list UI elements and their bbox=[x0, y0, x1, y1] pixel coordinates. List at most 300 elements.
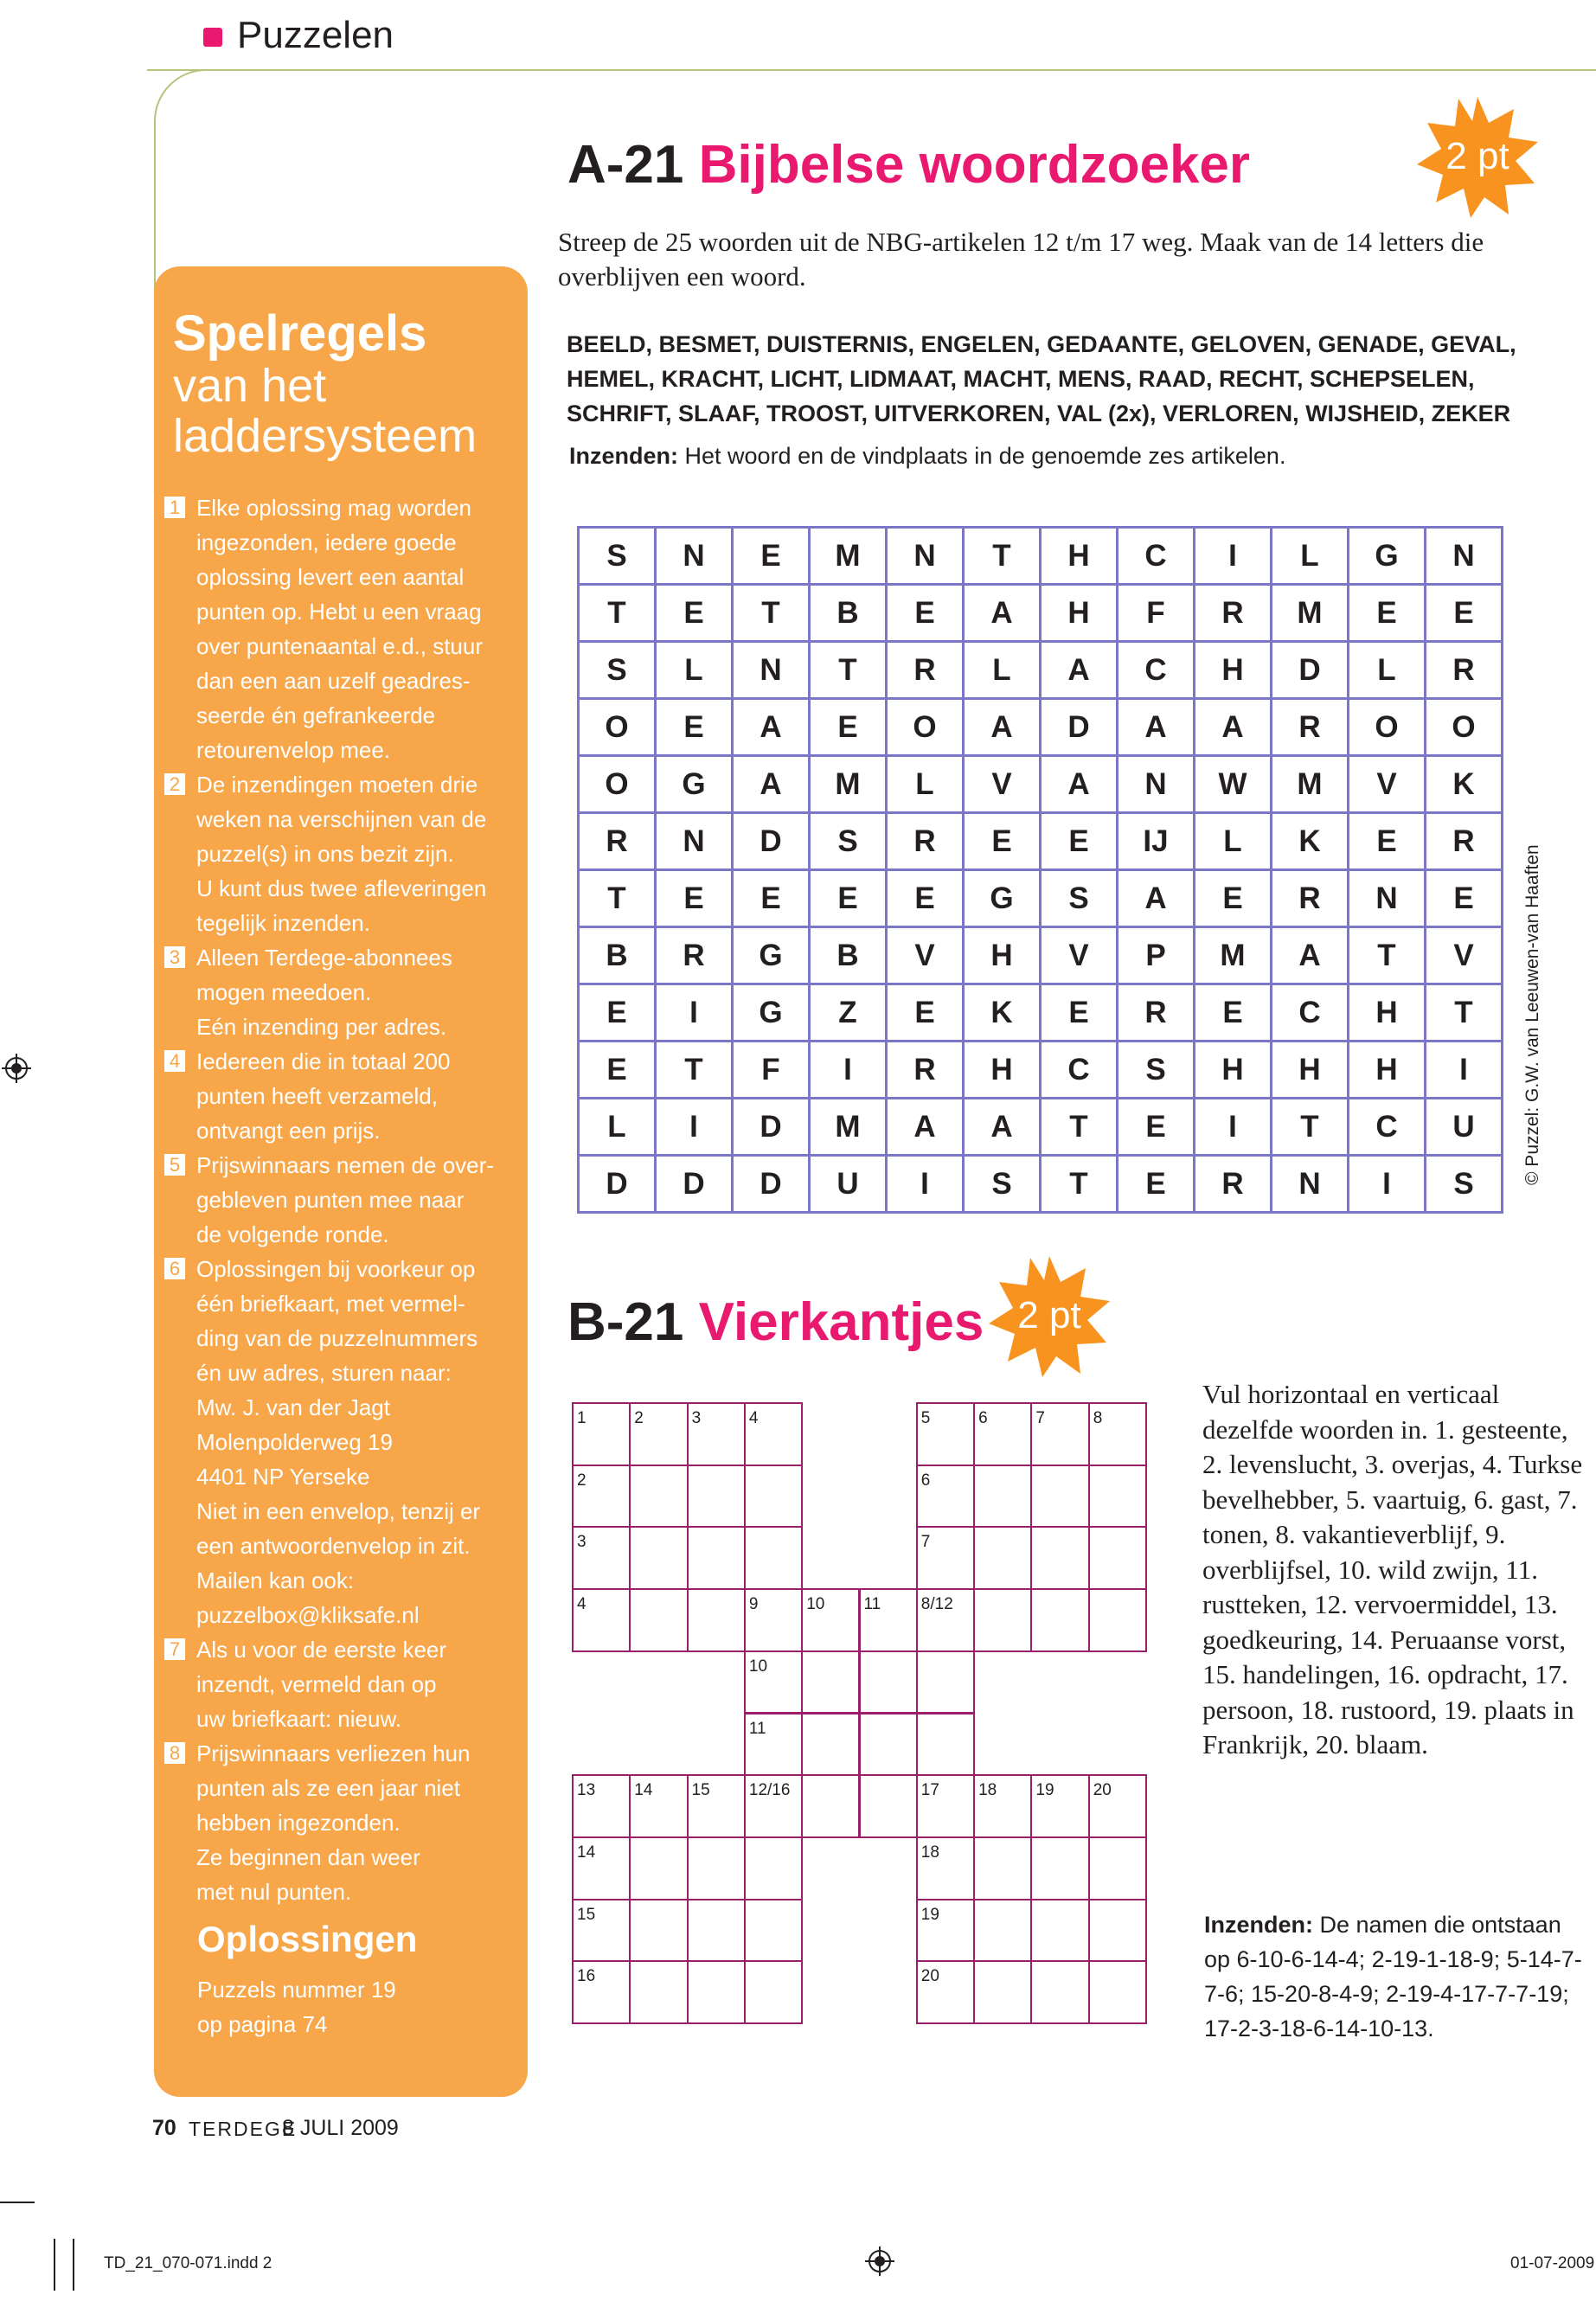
square-cell[interactable] bbox=[916, 1402, 975, 1466]
grid-letter: I bbox=[1195, 1099, 1272, 1156]
grid-letter: E bbox=[656, 870, 733, 927]
cell-number: 4 bbox=[748, 1409, 759, 1427]
grid-letter: I bbox=[810, 1042, 887, 1099]
grid-letter: R bbox=[579, 813, 656, 870]
grid-row bbox=[579, 870, 1503, 927]
puzzle-b-submit bbox=[1204, 1907, 1585, 2046]
cell-number: 17 bbox=[920, 1781, 939, 1800]
grid-letter: R bbox=[1272, 699, 1349, 756]
cell-number: 7 bbox=[920, 1533, 931, 1552]
square-cell[interactable] bbox=[1088, 1526, 1147, 1590]
grid-letter: E bbox=[810, 699, 887, 756]
square-cell[interactable] bbox=[859, 1588, 918, 1652]
cell-number: 14 bbox=[577, 1843, 596, 1862]
square-cell[interactable] bbox=[1088, 1402, 1147, 1466]
grid-letter: E bbox=[1426, 870, 1503, 927]
grid-letter: N bbox=[1426, 528, 1503, 585]
grid-letter: P bbox=[1118, 927, 1195, 984]
grid-letter: O bbox=[579, 699, 656, 756]
grid-letter: E bbox=[1349, 585, 1426, 642]
square-cell[interactable] bbox=[572, 1402, 631, 1466]
grid-letter: Z bbox=[810, 984, 887, 1042]
square-cell[interactable] bbox=[572, 1465, 631, 1529]
grid-letter: E bbox=[656, 699, 733, 756]
cell-number: 19 bbox=[920, 1905, 939, 1924]
cell-number: 11 bbox=[748, 1719, 766, 1738]
grid-letter: T bbox=[656, 1042, 733, 1099]
grid-letter: A bbox=[964, 699, 1041, 756]
square-cell[interactable] bbox=[687, 1774, 746, 1838]
rule-item bbox=[164, 490, 519, 767]
grid-letter: N bbox=[1349, 870, 1426, 927]
rule-item bbox=[164, 1632, 519, 1736]
points-badge-a bbox=[1417, 97, 1538, 218]
square-cell[interactable] bbox=[801, 1650, 860, 1715]
square-cell[interactable] bbox=[629, 1402, 688, 1466]
cell-number: 18 bbox=[978, 1781, 997, 1800]
solutions-title: Oplossingen bbox=[197, 1919, 418, 1959]
grid-row bbox=[579, 813, 1503, 870]
square-cell[interactable] bbox=[916, 1774, 975, 1838]
puzzle-credit: © Puzzel: G.W. van Leeuwen-van Haaften bbox=[1522, 844, 1542, 1185]
section-marker bbox=[203, 28, 222, 47]
page-number: 70 bbox=[152, 2116, 176, 2140]
grid-letter: A bbox=[1041, 756, 1118, 813]
grid-letter: T bbox=[579, 870, 656, 927]
grid-letter: V bbox=[1349, 756, 1426, 813]
square-cell[interactable] bbox=[1030, 1402, 1089, 1466]
square-cell[interactable] bbox=[916, 1465, 975, 1529]
grid-letter: O bbox=[887, 699, 964, 756]
square-cell[interactable] bbox=[687, 1526, 746, 1590]
grid-letter: O bbox=[1349, 699, 1426, 756]
rule-text: De inzendingen moeten drie weken na verschijnen van de puzzel(s) in ons bezit zijn. U kunt dus twee afleveringen tegelijk inzenden. bbox=[196, 772, 487, 936]
rule-number: 4 bbox=[164, 1050, 185, 1072]
grid-letter: S bbox=[1426, 1156, 1503, 1213]
square-cell[interactable] bbox=[629, 1836, 688, 1900]
square-cell[interactable] bbox=[1030, 1588, 1089, 1652]
cell-number: 18 bbox=[920, 1843, 939, 1862]
cell-number: 8/12 bbox=[920, 1595, 953, 1614]
magazine-name: TERDEGE bbox=[189, 2118, 298, 2140]
square-cell[interactable] bbox=[629, 1588, 688, 1652]
cell-number: 1 bbox=[577, 1409, 586, 1427]
grid-letter: N bbox=[1118, 756, 1195, 813]
grid-letter: S bbox=[1041, 870, 1118, 927]
crop-mark bbox=[54, 2239, 55, 2291]
grid-letter: V bbox=[1041, 927, 1118, 984]
square-cell[interactable] bbox=[744, 1713, 803, 1777]
points-b: 2 pt bbox=[1017, 1294, 1081, 1336]
grid-row bbox=[579, 642, 1503, 699]
grid-letter: D bbox=[1041, 699, 1118, 756]
top-rule bbox=[147, 69, 1596, 71]
square-cell[interactable] bbox=[687, 1836, 746, 1900]
grid-letter: R bbox=[887, 1042, 964, 1099]
puzzle-b-submit-text: De namen die ontstaan op 6-10-6-14-4; 2-19-1-18-9; 5-14-7-7-6; 15-20-8-4-9; 2-19-4-17-7-7-19; 17-2-3-18-6-14-10-13. bbox=[1204, 1912, 1582, 2041]
grid-letter: N bbox=[656, 813, 733, 870]
grid-row bbox=[579, 984, 1503, 1042]
grid-letter: E bbox=[887, 585, 964, 642]
square-cell[interactable] bbox=[1088, 1465, 1147, 1529]
puzzle-a-submit-label: Inzenden: bbox=[569, 443, 678, 469]
square-cell[interactable] bbox=[687, 1588, 746, 1652]
sidebar-subtitle-2: laddersysteem bbox=[173, 410, 478, 462]
grid-letter: IJ bbox=[1118, 813, 1195, 870]
grid-letter: S bbox=[810, 813, 887, 870]
grid-letter: S bbox=[579, 528, 656, 585]
square-cell[interactable] bbox=[916, 1650, 975, 1715]
grid-letter: A bbox=[733, 699, 810, 756]
cell-number: 5 bbox=[920, 1409, 931, 1427]
square-cell[interactable] bbox=[744, 1588, 803, 1652]
grid-letter: R bbox=[1272, 870, 1349, 927]
cell-number: 12/16 bbox=[748, 1781, 791, 1800]
grid-letter: E bbox=[887, 984, 964, 1042]
grid-letter: H bbox=[1272, 1042, 1349, 1099]
slug-print-date: 01-07-2009 bbox=[1510, 2254, 1595, 2272]
rule-item bbox=[164, 767, 519, 940]
grid-letter: G bbox=[964, 870, 1041, 927]
rule-number: 7 bbox=[164, 1638, 185, 1660]
cell-number: 13 bbox=[577, 1781, 596, 1800]
puzzle-a-submit-text: Het woord en de vindplaats in de genoemde zes artikelen. bbox=[684, 443, 1286, 469]
square-cell[interactable] bbox=[916, 1836, 975, 1900]
square-cell[interactable] bbox=[1030, 1836, 1089, 1900]
puzzle-b-name: Vierkantjes bbox=[698, 1292, 984, 1352]
rule-text: Iedereen die in totaal 200 punten heeft verzameld, ontvangt een prijs. bbox=[196, 1048, 451, 1144]
grid-letter: T bbox=[1041, 1099, 1118, 1156]
rule-item bbox=[164, 1148, 519, 1252]
square-cell[interactable] bbox=[572, 1899, 631, 1963]
rule-text: Alleen Terdege-abonnees mogen meedoen. Eén inzending per adres. bbox=[196, 945, 452, 1040]
solutions-text: Puzzels nummer 19 op pagina 74 bbox=[197, 1977, 396, 2037]
grid-letter: E bbox=[1349, 813, 1426, 870]
cell-number: 2 bbox=[577, 1471, 586, 1490]
grid-letter: O bbox=[1426, 699, 1503, 756]
square-cell[interactable] bbox=[629, 1465, 688, 1529]
grid-letter: M bbox=[810, 528, 887, 585]
rule-item bbox=[164, 1736, 519, 1909]
grid-letter: N bbox=[1272, 1156, 1349, 1213]
grid-letter: C bbox=[1272, 984, 1349, 1042]
square-cell[interactable] bbox=[744, 1650, 803, 1715]
grid-letter: H bbox=[1349, 984, 1426, 1042]
grid-letter: E bbox=[733, 870, 810, 927]
grid-letter: G bbox=[656, 756, 733, 813]
puzzle-a-intro: Streep de 25 woorden uit de NBG-artikelen 12 t/m 17 weg. Maak van de 14 letters die overblijven een woord. bbox=[558, 227, 1484, 292]
grid-letter: E bbox=[1118, 1156, 1195, 1213]
square-cell[interactable] bbox=[1088, 1960, 1147, 2024]
cell-number: 3 bbox=[577, 1533, 586, 1552]
rule-number: 5 bbox=[164, 1154, 185, 1176]
grid-letter: T bbox=[1349, 927, 1426, 984]
square-cell[interactable] bbox=[859, 1713, 918, 1777]
grid-letter: N bbox=[733, 642, 810, 699]
grid-letter: T bbox=[579, 585, 656, 642]
square-cell[interactable] bbox=[1030, 1526, 1089, 1590]
square-cell[interactable] bbox=[629, 1960, 688, 2024]
grid-letter: S bbox=[579, 642, 656, 699]
puzzle-a-title bbox=[567, 134, 1250, 195]
square-cell[interactable] bbox=[629, 1899, 688, 1963]
rule-text: Prijswinnaars verliezen hun punten als ze een jaar niet hebben ingezonden. Ze beginnen dan weer met nul punten. bbox=[196, 1740, 471, 1905]
cell-number: 14 bbox=[634, 1781, 653, 1800]
grid-letter: E bbox=[1195, 984, 1272, 1042]
crop-mark bbox=[0, 2202, 35, 2203]
grid-letter: E bbox=[579, 1042, 656, 1099]
square-cell[interactable] bbox=[973, 1960, 1032, 2024]
square-cell[interactable] bbox=[572, 1836, 631, 1900]
square-cell[interactable] bbox=[1088, 1774, 1147, 1838]
grid-letter: H bbox=[1195, 642, 1272, 699]
rule-number: 1 bbox=[164, 497, 185, 518]
square-cell[interactable] bbox=[629, 1526, 688, 1590]
grid-letter: V bbox=[887, 927, 964, 984]
grid-letter: I bbox=[1195, 528, 1272, 585]
slug-filename: TD_21_070-071.indd 2 bbox=[104, 2254, 272, 2272]
grid-letter: F bbox=[1118, 585, 1195, 642]
grid-letter: T bbox=[1272, 1099, 1349, 1156]
grid-letter: I bbox=[1426, 1042, 1503, 1099]
square-cell[interactable] bbox=[801, 1774, 860, 1838]
cell-number: 8 bbox=[1093, 1409, 1103, 1427]
grid-letter: W bbox=[1195, 756, 1272, 813]
square-cell[interactable] bbox=[1030, 1960, 1089, 2024]
grid-letter: L bbox=[964, 642, 1041, 699]
cell-number: 6 bbox=[978, 1409, 988, 1427]
grid-letter: C bbox=[1041, 1042, 1118, 1099]
grid-letter: E bbox=[579, 984, 656, 1042]
grid-letter: U bbox=[1426, 1099, 1503, 1156]
square-cell[interactable] bbox=[1088, 1836, 1147, 1900]
grid-letter: G bbox=[1349, 528, 1426, 585]
cell-number: 10 bbox=[748, 1657, 768, 1676]
square-cell[interactable] bbox=[572, 1526, 631, 1590]
square-cell[interactable] bbox=[916, 1588, 975, 1652]
grid-letter: M bbox=[1195, 927, 1272, 984]
grid-letter: E bbox=[887, 870, 964, 927]
rule-item bbox=[164, 1252, 519, 1632]
cell-number: 19 bbox=[1035, 1781, 1054, 1800]
square-cell[interactable] bbox=[572, 1588, 631, 1652]
cell-number: 9 bbox=[748, 1595, 759, 1614]
grid-letter: M bbox=[1272, 756, 1349, 813]
rule-text: Als u voor de eerste keer inzendt, vermeld dan op uw briefkaart: nieuw. bbox=[196, 1637, 447, 1732]
grid-letter: R bbox=[656, 927, 733, 984]
rule-item bbox=[164, 1044, 519, 1148]
grid-letter: I bbox=[887, 1156, 964, 1213]
square-cell[interactable] bbox=[973, 1526, 1032, 1590]
square-cell[interactable] bbox=[1030, 1899, 1089, 1963]
cell-number: 16 bbox=[577, 1967, 596, 1986]
square-cell[interactable] bbox=[973, 1402, 1032, 1466]
grid-letter: D bbox=[733, 1099, 810, 1156]
grid-letter: N bbox=[887, 528, 964, 585]
grid-letter: A bbox=[964, 585, 1041, 642]
square-cell[interactable] bbox=[572, 1774, 631, 1838]
grid-letter: S bbox=[964, 1156, 1041, 1213]
grid-letter: T bbox=[1041, 1156, 1118, 1213]
square-cell[interactable] bbox=[1088, 1899, 1147, 1963]
grid-row bbox=[579, 699, 1503, 756]
grid-letter: H bbox=[1041, 585, 1118, 642]
grid-letter: L bbox=[887, 756, 964, 813]
square-cell[interactable] bbox=[687, 1402, 746, 1466]
square-cell[interactable] bbox=[744, 1836, 803, 1900]
registration-mark-icon bbox=[2, 1054, 31, 1083]
puzzle-b-clues: Vul horizontaal en verticaal dezelfde woorden in. 1. gesteente, 2. levenslucht, 3. overjas, 4. Turkse bevelhebber, 5. vaartuig, 6. gast, 7. tonen, 8. vakantieverblijf, 9. overblijfsel, 10. wild zwijn, 11. rustteken, 12. vervoermiddel, 13. goedkeuring, 14. Peruaanse vorst, 15. handelingen, 16. opdracht, 17. persoon, 18. rustoord, 19. plaats in Frankrijk, 20. blaam. bbox=[1202, 1379, 1583, 1759]
grid-letter: A bbox=[964, 1099, 1041, 1156]
grid-row bbox=[579, 585, 1503, 642]
grid-letter: I bbox=[656, 1099, 733, 1156]
square-cell[interactable] bbox=[744, 1899, 803, 1963]
grid-row bbox=[579, 1099, 1503, 1156]
square-cell[interactable] bbox=[1030, 1774, 1089, 1838]
grid-letter: V bbox=[964, 756, 1041, 813]
points-badge-b bbox=[989, 1256, 1110, 1377]
grid-letter: L bbox=[1272, 528, 1349, 585]
square-cell[interactable] bbox=[916, 1526, 975, 1590]
square-cell[interactable] bbox=[973, 1774, 1032, 1838]
sidebar-title: Spelregels bbox=[173, 305, 427, 362]
grid-letter: H bbox=[964, 927, 1041, 984]
grid-letter: E bbox=[656, 585, 733, 642]
grid-letter: R bbox=[1426, 813, 1503, 870]
issue-date: 8 JULI 2009 bbox=[282, 2116, 399, 2140]
sidebar-subtitle-1: van het bbox=[173, 360, 327, 412]
grid-letter: R bbox=[887, 813, 964, 870]
rule-number: 3 bbox=[164, 946, 185, 968]
grid-letter: B bbox=[810, 927, 887, 984]
grid-letter: M bbox=[1272, 585, 1349, 642]
square-cell[interactable] bbox=[744, 1960, 803, 2024]
grid-row bbox=[579, 1156, 1503, 1213]
square-cell[interactable] bbox=[916, 1899, 975, 1963]
grid-letter: S bbox=[1118, 1042, 1195, 1099]
section-title: Puzzelen bbox=[237, 14, 394, 56]
grid-letter: T bbox=[733, 585, 810, 642]
grid-row bbox=[579, 927, 1503, 984]
cell-number: 20 bbox=[920, 1967, 939, 1986]
word-search-grid bbox=[577, 526, 1503, 1214]
cell-number: 4 bbox=[577, 1595, 586, 1614]
grid-letter: R bbox=[1195, 585, 1272, 642]
grid-letter: M bbox=[810, 756, 887, 813]
square-cell[interactable] bbox=[687, 1960, 746, 2024]
grid-letter: H bbox=[1349, 1042, 1426, 1099]
square-cell[interactable] bbox=[801, 1588, 860, 1652]
square-cell[interactable] bbox=[973, 1465, 1032, 1529]
square-cell[interactable] bbox=[916, 1713, 975, 1777]
square-cell[interactable] bbox=[687, 1465, 746, 1529]
grid-letter: H bbox=[964, 1042, 1041, 1099]
grid-letter: R bbox=[1118, 984, 1195, 1042]
grid-letter: H bbox=[1041, 528, 1118, 585]
rule-number: 6 bbox=[164, 1258, 185, 1279]
grid-letter: A bbox=[733, 756, 810, 813]
grid-letter: E bbox=[1195, 870, 1272, 927]
grid-letter: A bbox=[1118, 870, 1195, 927]
grid-row bbox=[579, 528, 1503, 585]
puzzle-b-code: B-21 bbox=[567, 1292, 684, 1352]
rule-number: 8 bbox=[164, 1742, 185, 1764]
square-cell[interactable] bbox=[744, 1774, 803, 1838]
square-cell[interactable] bbox=[744, 1465, 803, 1529]
grid-letter: E bbox=[1041, 984, 1118, 1042]
square-cell[interactable] bbox=[916, 1960, 975, 2024]
grid-letter: D bbox=[733, 1156, 810, 1213]
puzzle-a-wordlist: BEELD, BESMET, DUISTERNIS, ENGELEN, GEDAANTE, GELOVEN, GENADE, GEVAL, HEMEL, KRACHT, LICHT, LIDMAAT, MACHT, MENS, RAAD, RECHT, SCHEPSELEN, SCHRIFT, SLAAF, TROOST, UITVERKOREN, VAL (2x), VERLOREN, WIJSHEID, ZEKER bbox=[567, 331, 1516, 426]
rule-text: Elke oplossing mag worden ingezonden, iedere goede oplossing levert een aantal punten op. Hebt u een vraag over puntenaantal e.d., stuur dan een aan uzelf geadres- seerde én gefrankeerde retourenvelop mee. bbox=[196, 495, 484, 763]
crop-mark bbox=[73, 2239, 74, 2291]
grid-letter: M bbox=[810, 1099, 887, 1156]
grid-letter: L bbox=[656, 642, 733, 699]
square-cell[interactable] bbox=[859, 1774, 918, 1838]
puzzle-a-submit bbox=[569, 443, 1285, 470]
grid-letter: C bbox=[1118, 528, 1195, 585]
grid-letter: D bbox=[656, 1156, 733, 1213]
square-cell[interactable] bbox=[973, 1836, 1032, 1900]
grid-row bbox=[579, 756, 1503, 813]
square-cell[interactable] bbox=[973, 1588, 1032, 1652]
square-cell[interactable] bbox=[973, 1899, 1032, 1963]
puzzle-b-submit-label: Inzenden: bbox=[1204, 1912, 1313, 1938]
grid-letter: A bbox=[1041, 642, 1118, 699]
cell-number: 11 bbox=[863, 1595, 881, 1614]
grid-letter: U bbox=[810, 1156, 887, 1213]
grid-letter: C bbox=[1118, 642, 1195, 699]
grid-letter: F bbox=[733, 1042, 810, 1099]
square-cell[interactable] bbox=[1030, 1465, 1089, 1529]
grid-letter: A bbox=[887, 1099, 964, 1156]
grid-letter: R bbox=[1195, 1156, 1272, 1213]
grid-letter: B bbox=[810, 585, 887, 642]
squares-grid bbox=[572, 1402, 1154, 2031]
grid-letter: N bbox=[656, 528, 733, 585]
grid-letter: E bbox=[1041, 813, 1118, 870]
grid-row bbox=[579, 1042, 1503, 1099]
square-cell[interactable] bbox=[801, 1713, 860, 1777]
cell-number: 2 bbox=[634, 1409, 644, 1427]
registration-mark-icon bbox=[865, 2247, 894, 2276]
square-cell[interactable] bbox=[1088, 1588, 1147, 1652]
grid-letter: T bbox=[1426, 984, 1503, 1042]
square-cell[interactable] bbox=[629, 1774, 688, 1838]
cell-number: 6 bbox=[920, 1471, 931, 1490]
grid-letter: O bbox=[579, 756, 656, 813]
sidebar-heading bbox=[173, 307, 477, 461]
grid-letter: I bbox=[1349, 1156, 1426, 1213]
grid-letter: A bbox=[1272, 927, 1349, 984]
grid-letter: L bbox=[1349, 642, 1426, 699]
square-cell[interactable] bbox=[744, 1402, 803, 1466]
grid-letter: K bbox=[964, 984, 1041, 1042]
cell-number: 3 bbox=[691, 1409, 702, 1427]
grid-letter: H bbox=[1195, 1042, 1272, 1099]
square-cell[interactable] bbox=[859, 1650, 918, 1715]
square-cell[interactable] bbox=[687, 1899, 746, 1963]
grid-letter: R bbox=[1426, 642, 1503, 699]
cell-number: 15 bbox=[691, 1781, 710, 1800]
points-a: 2 pt bbox=[1445, 135, 1509, 177]
puzzle-a-code: A-21 bbox=[567, 135, 684, 195]
square-cell[interactable] bbox=[744, 1526, 803, 1590]
rule-text: Prijswinnaars nemen de over- gebleven punten mee naar de volgende ronde. bbox=[196, 1152, 494, 1247]
grid-letter: I bbox=[656, 984, 733, 1042]
grid-letter: D bbox=[579, 1156, 656, 1213]
square-cell[interactable] bbox=[572, 1960, 631, 2024]
